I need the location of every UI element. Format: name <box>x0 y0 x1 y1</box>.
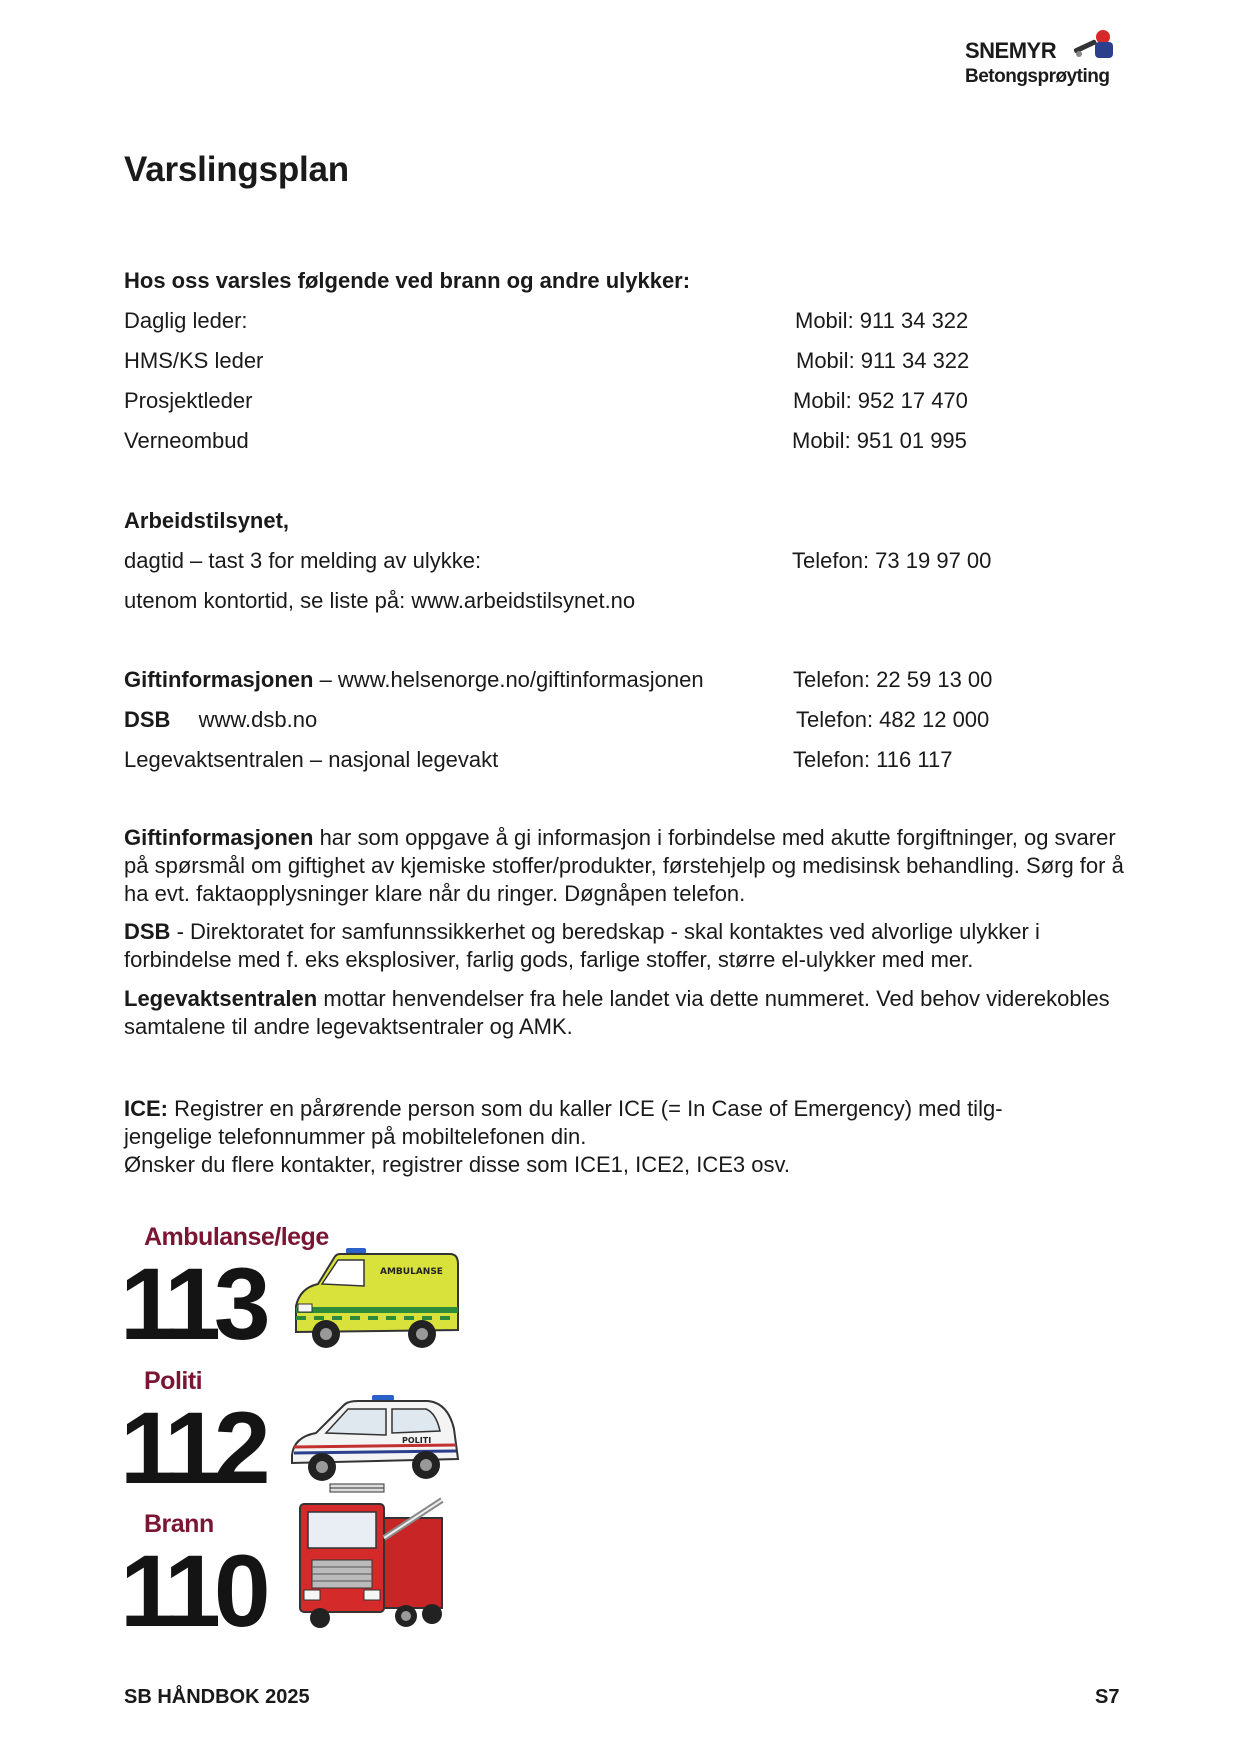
ambulance-number: 113 <box>120 1247 264 1361</box>
company-logo <box>965 28 1125 98</box>
worker-logo-icon <box>1071 28 1117 68</box>
legevakt-phone: Telefon: 116 117 <box>793 747 953 772</box>
role-prosjektleder: Prosjektleder <box>124 388 253 413</box>
police-number: 112 <box>120 1391 264 1505</box>
legevakt-desc-text: mottar henvendelser fra hele landet via dette nummeret. Ved behov viderekobles samtalene til andre legevaktsentraler og AMK. <box>124 986 1110 1039</box>
legevakt-desc-name: Legevaktsentralen <box>124 986 318 1011</box>
role-verneombud: Verneombud <box>124 428 249 453</box>
phone-verneombud: Mobil: 951 01 995 <box>792 428 967 453</box>
dsb-phone: Telefon: 482 12 000 <box>796 707 990 732</box>
arbeidstilsynet-after-hours: utenom kontortid, se liste på: www.arbeidstilsynet.no <box>124 588 636 613</box>
page-number: S7 <box>1095 1686 1120 1708</box>
ice-line2: jengelige telefonnummer på mobiltelefonen din. <box>124 1124 587 1149</box>
ice-line3: Ønsker du flere kontakter, registrer disse som ICE1, ICE2, ICE3 osv. <box>124 1152 790 1177</box>
giftinfo-desc-text: har som oppgave å gi informasjon i forbindelse med akutte forgiftninger, og svarer på spørsmål om giftighet av kjemiske stoffer/produkter, førstehjelp og medisinsk behandling. Sørg for å ha evt. faktaopplysninger klare når du ringer. Døgnåpen telefon. <box>124 825 1124 906</box>
arbeidstilsynet-heading: Arbeidstilsynet, <box>124 508 290 533</box>
police-text: POLITI <box>402 1436 432 1445</box>
ice-section <box>124 1095 1124 1179</box>
role-hms-leder: HMS/KS leder <box>124 348 264 373</box>
dsb-website: www.dsb.no <box>198 707 318 732</box>
page-title: Varslingsplan <box>124 150 349 189</box>
footer-title: SB HÅNDBOK 2025 <box>124 1686 310 1708</box>
ambulance-icon <box>288 1240 464 1362</box>
fire-truck-icon <box>292 1478 452 1630</box>
arbeidstilsynet-phone: Telefon: 73 19 97 00 <box>792 548 992 573</box>
dsb-name: DSB <box>124 707 171 732</box>
fire-number: 110 <box>120 1534 264 1648</box>
legevakt-description <box>124 985 1124 1041</box>
dsb-desc-text: - Direktoratet for samfunnssikkerhet og beredskap - skal kontaktes ved alvorlige ulykker i forbindelse med f. eks eksplosiver, farlig gods, farlige stoffer, større el-ulykker med mer. <box>124 919 1040 972</box>
dsb-contact <box>124 707 317 733</box>
logo-line2: Betongsprøyting <box>965 66 1110 87</box>
giftinfo-website: – www.helsenorge.no/giftinformasjonen <box>313 667 704 692</box>
arbeidstilsynet-daytime: dagtid – tast 3 for melding av ulykke: <box>124 548 482 573</box>
dsb-description <box>124 918 1124 974</box>
ice-line1: Registrer en pårørende person som du kaller ICE (= In Case of Emergency) med tilg- <box>168 1096 1003 1121</box>
police-label: Politi <box>144 1367 203 1395</box>
giftinfo-phone: Telefon: 22 59 13 00 <box>793 667 993 692</box>
giftinfo-contact <box>124 667 704 693</box>
giftinfo-description <box>124 824 1124 908</box>
ice-label: ICE: <box>124 1096 168 1121</box>
ambulance-text: AMBULANSE <box>380 1267 443 1277</box>
phone-prosjektleder: Mobil: 952 17 470 <box>793 388 968 413</box>
giftinfo-desc-name: Giftinformasjonen <box>124 825 314 850</box>
ambulance-label: Ambulanse/lege <box>144 1223 329 1251</box>
fire-label: Brann <box>144 1510 214 1538</box>
dsb-desc-name: DSB <box>124 919 171 944</box>
logo-line1: SNEMYR <box>965 38 1057 63</box>
giftinfo-name: Giftinformasjonen <box>124 667 314 692</box>
phone-daglig-leder: Mobil: 911 34 322 <box>795 308 969 333</box>
legevakt-contact: Legevaktsentralen – nasjonal legevakt <box>124 747 499 772</box>
internal-heading: Hos oss varsles følgende ved brann og andre ulykker: <box>124 268 691 293</box>
role-daglig-leder: Daglig leder: <box>124 308 248 333</box>
phone-hms-leder: Mobil: 911 34 322 <box>796 348 970 373</box>
